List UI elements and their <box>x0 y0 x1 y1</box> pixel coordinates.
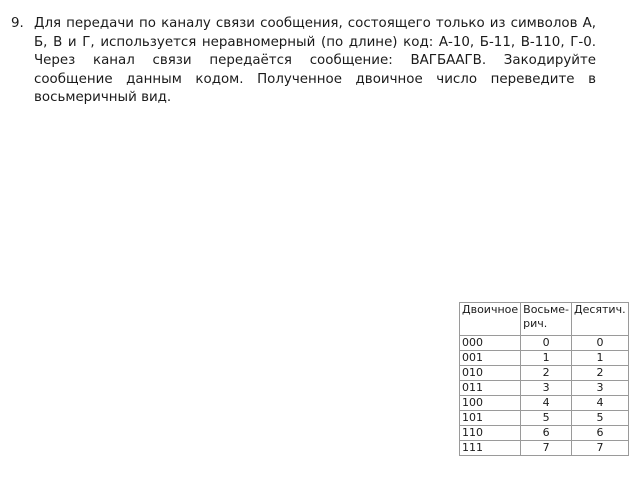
task-body: Для передачи по каналу связи сообщения, состоящего только из символов А, Б, В и Г, используется неравномерный (по длине) код: А-10, Б-11, В-110, Г-0. Через канал связи передаётся сообщение: ВАГБААГВ. Закодируйте сообщение данным кодом. Полученное двоичное число переведите в восьмеричный вид. <box>34 16 596 105</box>
cell-octal: 0 <box>521 336 572 351</box>
table-row <box>460 336 629 351</box>
number-systems-table <box>459 302 629 456</box>
cell-binary: 001 <box>460 351 521 366</box>
table-row <box>460 351 629 366</box>
table-row <box>460 396 629 411</box>
table-row <box>460 411 629 426</box>
header-decimal: Десятич. <box>572 303 629 336</box>
cell-octal: 6 <box>521 426 572 441</box>
cell-octal: 1 <box>521 351 572 366</box>
cell-binary: 100 <box>460 396 521 411</box>
cell-binary: 000 <box>460 336 521 351</box>
cell-decimal: 0 <box>572 336 629 351</box>
table-row <box>460 441 629 456</box>
header-binary: Двоичное <box>460 303 521 336</box>
cell-octal: 5 <box>521 411 572 426</box>
task-text <box>11 15 596 108</box>
cell-octal: 3 <box>521 381 572 396</box>
cell-binary: 011 <box>460 381 521 396</box>
cell-decimal: 7 <box>572 441 629 456</box>
cell-decimal: 2 <box>572 366 629 381</box>
cell-octal: 7 <box>521 441 572 456</box>
cell-octal: 2 <box>521 366 572 381</box>
cell-octal: 4 <box>521 396 572 411</box>
header-octal: Восьме-рич. <box>521 303 572 336</box>
table-row <box>460 381 629 396</box>
table-row <box>460 426 629 441</box>
cell-decimal: 1 <box>572 351 629 366</box>
table-header-row <box>460 303 629 336</box>
table-row <box>460 366 629 381</box>
task-number: 9. <box>11 16 24 31</box>
cell-decimal: 6 <box>572 426 629 441</box>
cell-binary: 110 <box>460 426 521 441</box>
cell-decimal: 5 <box>572 411 629 426</box>
cell-decimal: 4 <box>572 396 629 411</box>
cell-binary: 101 <box>460 411 521 426</box>
cell-decimal: 3 <box>572 381 629 396</box>
cell-binary: 010 <box>460 366 521 381</box>
cell-binary: 111 <box>460 441 521 456</box>
